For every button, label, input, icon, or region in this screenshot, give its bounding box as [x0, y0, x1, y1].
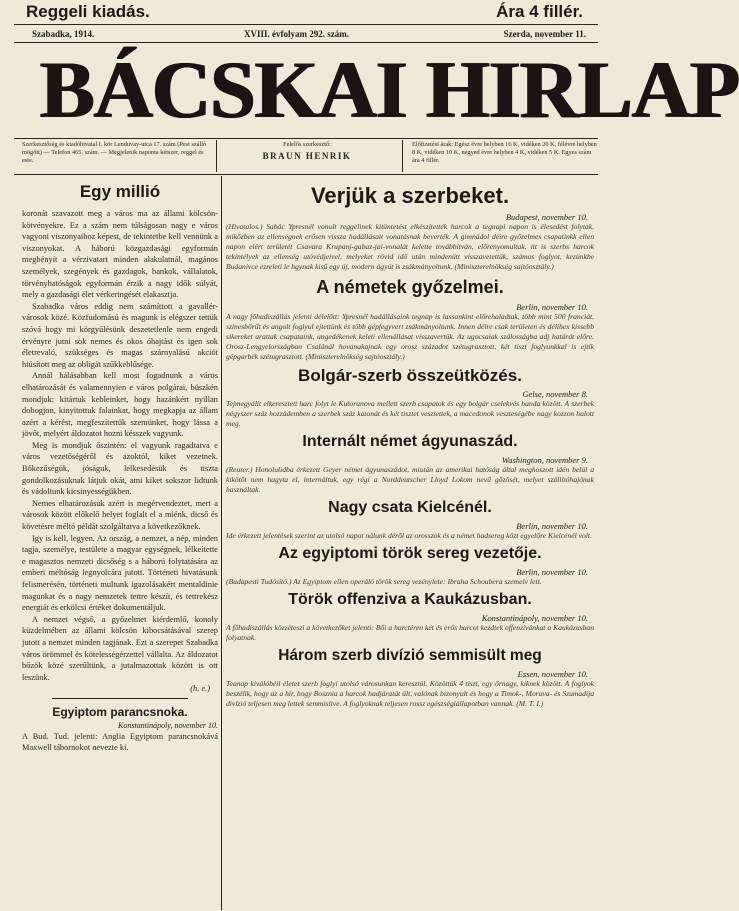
- price-label: Ára 4 fillér.: [496, 2, 583, 21]
- article-kielce: [226, 495, 594, 541]
- article-germans: [226, 272, 594, 362]
- article-headline: Bolgár-szerb összeütközés.: [298, 366, 522, 385]
- editorial-paragraph: Meg is mondjuk őszintén: el vagyunk ragadtatva e város vezetőségéről és azoktól, kiket vezetnek. Bőkezűségük, jóságuk, lelkesedésük és tiszta gondolkozásuknak látjuk okát, ami kiket sokszor lidtunk és vádoltunk kicsinyességükben.: [22, 440, 218, 497]
- article-headline: Az egyiptomi török sereg vezetője.: [278, 545, 542, 562]
- editorial-paragraph: Annál hálásabban kell most fogadnunk a város elhatározását és valamennyien e város polgárai, büszkén mondjuk: kitártuk kebleinket, hogy hazánkért nyillan dobogjon, kinyitottuk falainkat, hogy megkapja az állam azért a kérést, megfeszítettük szemünket, hogy lássa a jövőt, melyért áldozatot hozni késszek vagyunk.: [22, 371, 218, 439]
- editor-label: Felelős szerkesztő:: [283, 141, 331, 148]
- office-info: Szerkesztőség és kiadóhivatal I. kör Lenduvay-utca 17. szám (Pest szálló mögött) — Telefon 465. szám. — Megjelenik naponta kétszer, reggel és este.: [22, 141, 207, 165]
- article-serb-divisions: [226, 643, 594, 709]
- weekday-date: Szerda, november 11.: [503, 29, 586, 39]
- info-divider-right: [402, 140, 403, 172]
- editorial-paragraph: Igy is kell, legyen. Az ország, a nemzet, a nép, minden tagja, személye, testülete a magyar egységnek, lélkeítette e magasztos nemzeti dicsőség s a háború folytatására az emberi méltóság legnyolcára jutott. Történeti hivatásunk felismerésén, történeti multunk igazolásakért mentaldinie magunkat és a nagy nemzetek tettre készít, és tettrekész energiát és erkölcsi értéket dokumentáljuk.: [22, 533, 218, 613]
- article-egypt-turk: [226, 541, 594, 587]
- article-headline: Internált német ágyunaszád.: [302, 433, 518, 450]
- edition-label: Reggeli kiadás.: [26, 2, 150, 21]
- left-separator: [52, 698, 188, 699]
- article-place: Gelse, november 8.: [522, 389, 588, 399]
- top-rule: [14, 24, 598, 25]
- article-headline: Három szerb divízió semmisült meg: [278, 647, 542, 664]
- article-headline: A németek győzelmei.: [316, 277, 504, 297]
- editorial-paragraph: Szabadka város eddig nem számíttott a gavallér-városok közé. Közfudomású és magunk is elégszer tettük szóvá hogy mi körgyűlésünk deszetetlenle nem engedi érvényre jutni sok nemes és okos óhajtást és igen sok életrevaló, szükséges és magas szárnyalású akciót hiúsított meg az obligát szűkkeblűsége.: [22, 301, 218, 369]
- column-divider: [221, 176, 222, 910]
- article-place: Washington, november 9.: [501, 455, 588, 465]
- article-text: (Hivatalos.) Sabác Ypresnél vonult reggelinek kitüntetést elkészítették harcok a tegnapi napon is élesedést folytak, miközben az ellenségnek erősen vissza hadállásait vonatásnak beverték. A gimnádol déire győzelmes csapatinkk ellen napon elért területét Csavara Krupanj-gabaz-jai-vonalát kelette továbbítván, előrenyomultak, itt is szerbs harcok tekintélyek az ellenség utóvédjeivel, melyeket rövid idő után mindenütt visszavetettük, számos foglyot, kezünkbe Budanivce ezreleti le hgynak kisű egy új, modern ágyút is zsákmányoltunk. (Miniszterelnökség sajtóosztály.): [226, 222, 594, 271]
- editorial-body: [22, 208, 218, 695]
- editor-name: BRAUN HENRIK: [262, 151, 352, 162]
- editor-info: [222, 141, 392, 160]
- article-text: Ide érkezett jelentések szerint az utolsó napot nálunk déről az orosszok és a német hadsereg közt egyelőre Kielcénél volt.: [226, 531, 592, 540]
- editorial-headline: Egy millió: [79, 182, 161, 201]
- volume-number: XVIII. évfolyam 292. szám.: [244, 29, 349, 39]
- article-place: Berlin, november 10.: [516, 521, 588, 531]
- article-source: (M. T. I.): [516, 699, 544, 708]
- article-text: (Budapesti Tudósító.) Az Egyiptom ellen operáló török sereg vezénylete: Ibraha Schoubera szemelv lett.: [226, 577, 542, 586]
- editorial-paragraph: A nemzet végső, a győzelmet kiérdemlő, konoly küzdelmében az állami kölcsön kibocsátásával szerep jutott a nemzet minden tagjának. Ezt a szerepet Szabadka város örömmel és kötelességérzettel vállalta. Az áldozatot bőzök közé szerűltünk, a jutalmazottak között is ott leszünk.: [22, 614, 218, 682]
- article-text: A nagy főhadiszállás jelenti délelőtt: Ypresnél hadállásaink tegnap is lassankint előrehaladtak, több mint 500 franciát, szinesbőrűt és angolt foglyul ejtettünk és több gépfegyvert zsákmányoltunk. Innen délre csak területen és délibex kissebb sikereket arattak csapataink, ungedékenek keleti ellenállásat visszavertük. Az ugocsaiak szálosságba adj határát előre. Orosz-Lengyelországban Csalánál hovanakajnak egy orosz századot szétugrasztott, két tiszt foglyunkkal is ejtik gépgarbék szétugrasztott. (Miniszterelnökség sajtóosztály.): [226, 312, 594, 361]
- article-gunboat: [226, 429, 594, 495]
- dateline-rule: [14, 42, 598, 43]
- article-place: Essen, november 10.: [517, 669, 588, 679]
- editorial-signature: (h. e.): [190, 684, 210, 694]
- article-place: Berlin, november 10.: [516, 302, 588, 312]
- article-bulgarian: [226, 362, 594, 429]
- editorial-paragraph: koronát szavazott meg a város ma az állami kölcsön-kötvényekre. Ez a szám nem túlságosan nagy e város vagyoni viszonyaihoz képest, de tekintetbe kell vennünk a viszonyokat. A háború közgazdasági egyformán megbényít a vérzivatart minden alakulatnál, magános személyek, szegények és gazdagok, bankok, vállalatok, törvényhatóságok egyformán érzik a nagy idők súlyát, mely a gazdasági élet vérkeringését elakasztja.: [22, 209, 218, 300]
- article-body: Teanap kiválóbéil életet szerb foglyi utolsó városunkan keresztül. Közöttük 4 tiszt, egy őrnagy, kiknek között. A foglyok beszélik, hogy az a hír, hogy Bosznia a harcok hadjáratát ült, valónak bizonyult és hogy a Timok-, Morava- és Szumadija divízió teljesen meg lettek semmisítve. A foglyoknak teljesen rossz egészségiállapotban vannak.: [226, 679, 594, 708]
- masthead-title: BÁCSKAI HIRLAP: [40, 44, 739, 135]
- left-column: [22, 178, 218, 753]
- article-place: Budapest, november 10.: [505, 212, 588, 222]
- egypt-headline: Egyiptom parancsnoka.: [52, 704, 188, 719]
- subscription-info: Előfizetési árak: Egész évre helyben 16 K, vidéken 20 K, félévre helyben 8 K, vidéken 10 K, negyed évre helyben 4 K, vidéken 5 K. Egyes szám ára 4 fillér.: [412, 141, 597, 165]
- article-text: Tejmegyálít elkeresztett harc folyt le Kutoranova mellett szerb csapatok és egy bolgár cselekvés banda között. A szerbek négyszer száz hozzádemben a szerbek száz katonát és két tisztet vesztettek, a macedonok veszteségébe nagy kozzon halott meg.: [226, 399, 594, 428]
- masthead-rule: [14, 138, 598, 139]
- article-text: (Reuter.) Honolulidba érkezett Geyer német ágyunaszádot, miután az amerikai hatóság által meghoszott idén belül a kikötőt nem hagyta el, internáltuk, egy régi a Norddeutscher Lloyd Lokom nevű gőzösét, melyet szállítóhajónak használtak.: [226, 465, 594, 494]
- city-date: Szabadka, 1914.: [32, 29, 95, 39]
- article-serbs: [226, 180, 594, 272]
- article-headline: Nagy csata Kielcénél.: [328, 499, 492, 516]
- info-rule: [14, 174, 598, 175]
- egypt-text: A Bud. Tud. jelenti: Anglia Egyiptom parancsnokává Maxwell tábornokot nevezte ki.: [22, 731, 218, 752]
- article-caucasus: [226, 587, 594, 643]
- article-headline: Török offenziva a Kaukázusban.: [288, 591, 532, 608]
- right-column: [226, 178, 594, 709]
- article-text: A főhadiszállás közzéteszi a következőket jelenti: Bői a harctéren két és erős harcot kezdtek offenzívánkat a Kaukázusban folyatnak.: [226, 623, 594, 642]
- info-divider-left: [216, 140, 217, 172]
- article-text: [226, 679, 594, 709]
- editorial-paragraph: Nemes elhatározásuk azért is megérvendeztet, mert a városok között előkelő helyet foglalt el a miénk, dicső és követésre méltó példát szolgáltatva a következőknek.: [22, 498, 218, 532]
- article-headline: Verjük a szerbeket.: [310, 183, 510, 208]
- article-place: Berlin, november 10.: [516, 567, 588, 577]
- article-place: Konstantinápoly, november 10.: [481, 613, 588, 623]
- egypt-place: Konstantinápoly, november 10.: [118, 720, 218, 730]
